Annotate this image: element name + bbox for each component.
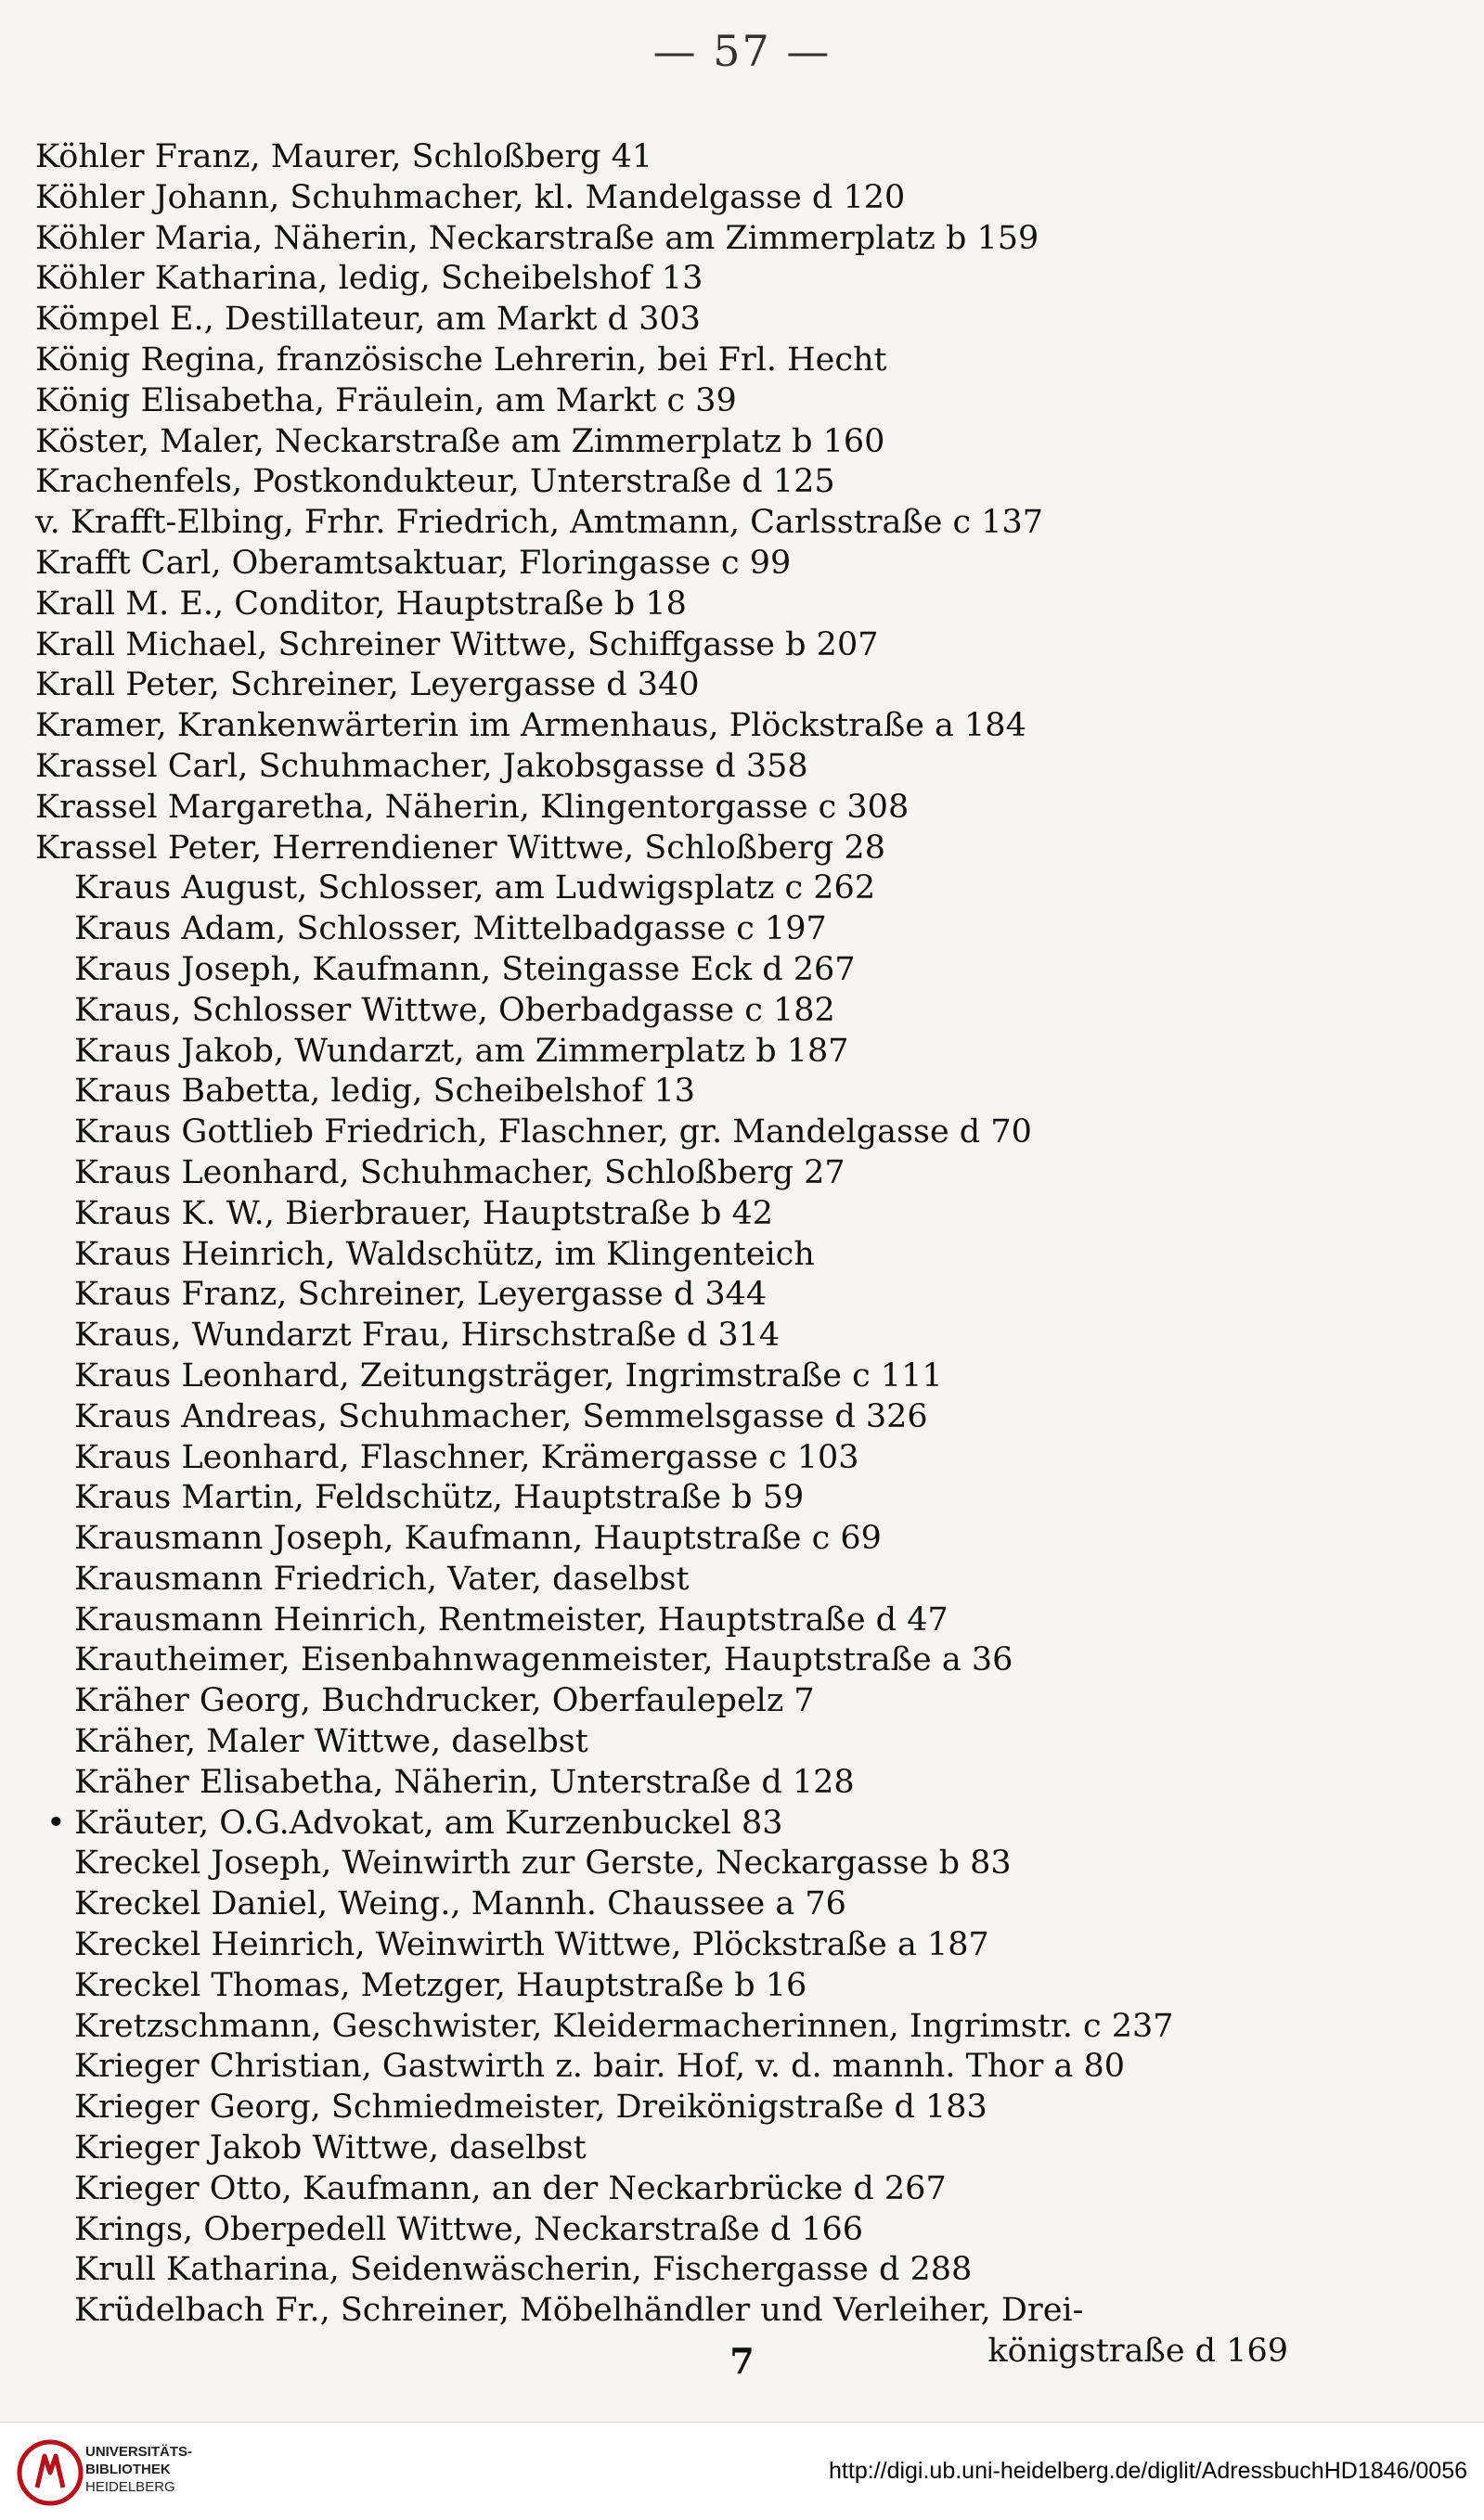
entry-text: Kraus Martin, Feldschütz, Hauptstraße b 59 (74, 1479, 805, 1517)
entry-text: Kraus Leonhard, Schuhmacher, Schloßberg 27 (74, 1153, 845, 1191)
entry-text: Kraus K. W., Bierbrauer, Hauptstraße b 42 (74, 1194, 774, 1232)
directory-entry (35, 503, 1446, 544)
directory-entry (35, 625, 1446, 666)
directory-entry (35, 137, 1446, 178)
directory-entry (35, 1640, 1446, 1681)
entry-text: Kräher, Maler Wittwe, daselbst (74, 1723, 588, 1761)
entry-text: Krull Katharina, Seidenwäscherin, Fischergasse d 288 (74, 2251, 973, 2289)
directory-entry (35, 1235, 1446, 1276)
directory-entry (35, 1478, 1446, 1519)
directory-entry (35, 2291, 1446, 2332)
entry-text: Krausmann Friedrich, Vater, daselbst (74, 1560, 690, 1598)
entry-text: Krings, Oberpedell Wittwe, Neckarstraße d 166 (74, 2210, 864, 2248)
entry-text: Kraus Babetta, ledig, Scheibelshof 13 (74, 1073, 696, 1111)
directory-entry (35, 1316, 1446, 1356)
entry-text: Kraus Andreas, Schuhmacher, Semmelsgasse d 326 (74, 1397, 928, 1435)
directory-entry (35, 178, 1446, 219)
directory-entry (35, 1722, 1446, 1763)
entry-text: Kräher Georg, Buchdrucker, Oberfaulepelz 7 (74, 1682, 815, 1720)
directory-entry (35, 909, 1446, 950)
directory-entry (35, 2128, 1446, 2169)
entry-text: Kraus August, Schlosser, am Ludwigsplatz c 262 (74, 869, 876, 907)
directory-entry (35, 868, 1446, 909)
entry-text: Krall Peter, Schreiner, Leyergasse d 340 (35, 666, 700, 704)
directory-entry (35, 665, 1446, 706)
entry-text: Kraus Gottlieb Friedrich, Flaschner, gr. Mandelgasse d 70 (74, 1113, 1032, 1151)
directory-entry (35, 1438, 1446, 1479)
directory-entry (35, 1763, 1446, 1804)
entry-text: v. Krafft-Elbing, Frhr. Friedrich, Amtmann, Carlsstraße c 137 (35, 504, 1044, 542)
directory-entry (35, 991, 1446, 1032)
entry-text: Kraus Franz, Schreiner, Leyergasse d 344 (74, 1276, 768, 1314)
directory-entry (35, 1032, 1446, 1073)
entry-text: Krautheimer, Eisenbahnwagenmeister, Hauptstraße a 36 (74, 1641, 1013, 1679)
entry-text: Kraus Heinrich, Waldschütz, im Klingenteich (74, 1235, 815, 1273)
entry-text: Krafft Carl, Oberamtsaktuar, Floringasse c 99 (35, 544, 792, 582)
directory-entry (35, 1275, 1446, 1316)
footer-bar (0, 2422, 1484, 2520)
entry-text: Krassel Peter, Herrendiener Wittwe, Schloßberg 28 (35, 829, 885, 867)
entry-text: Kreckel Thomas, Metzger, Hauptstraße b 16 (74, 1966, 807, 2004)
directory-entry (35, 1925, 1446, 1966)
source-url-link[interactable]: http://digi.ub.uni-heidelberg.de/diglit/AdressbuchHD1846/0056 (829, 2458, 1467, 2484)
directory-entry (35, 462, 1446, 503)
library-name-line3: HEIDELBERG (85, 2479, 175, 2495)
directory-entry (35, 2250, 1446, 2291)
entry-text: Köster, Maler, Neckarstraße am Zimmerplatz b 160 (35, 422, 885, 460)
directory-entry (35, 219, 1446, 260)
page-number: — 57 — (652, 26, 832, 76)
entry-text: Kömpel E., Destillateur, am Markt d 303 (35, 301, 701, 339)
entry-text: Kräuter, O.G.Advokat, am Kurzenbuckel 83 (74, 1804, 783, 1842)
entry-text: Köhler Johann, Schuhmacher, kl. Mandelgasse d 120 (35, 178, 906, 216)
directory-entry (35, 1560, 1446, 1601)
entry-text: König Regina, französische Lehrerin, bei Frl. Hecht (35, 341, 887, 379)
entry-text: König Elisabetha, Fräulein, am Markt c 39 (35, 381, 737, 419)
directory-entry (35, 1601, 1446, 1641)
directory-entry (35, 1844, 1446, 1884)
entry-text: Kraus Jakob, Wundarzt, am Zimmerplatz b 187 (74, 1032, 849, 1070)
entry-text: Krachenfels, Postkondukteur, Unterstraße d 125 (35, 463, 835, 501)
directory-entry (35, 1112, 1446, 1153)
directory-entry (35, 829, 1446, 869)
entry-text: Krieger Otto, Kaufmann, an der Neckarbrücke d 267 (74, 2169, 947, 2207)
directory-entry (35, 1397, 1446, 1438)
entry-text: Köhler Franz, Maurer, Schloßberg 41 (35, 138, 653, 175)
margin-marker: • (46, 1804, 66, 1842)
entry-text: Kraus, Schlosser Wittwe, Oberbadgasse c 182 (74, 991, 835, 1029)
entry-text: Köhler Katharina, ledig, Scheibelshof 13 (35, 260, 703, 298)
entry-text: Kraus Adam, Schlosser, Mittelbadgasse c 197 (74, 910, 827, 948)
university-seal-icon[interactable] (13, 2436, 87, 2510)
entry-text: Krassel Margaretha, Näherin, Klingentorgasse c 308 (35, 788, 910, 826)
directory-entry (35, 585, 1446, 625)
entry-text: Köhler Maria, Näherin, Neckarstraße am Zimmerplatz b 159 (35, 219, 1039, 257)
directory-entry (35, 2088, 1446, 2128)
directory-entry (35, 1356, 1446, 1397)
directory-entry (35, 706, 1446, 747)
directory-entry (35, 341, 1446, 381)
directory-entry (35, 1966, 1446, 2007)
directory-entry (35, 259, 1446, 300)
directory-entry (35, 1072, 1446, 1112)
entry-text: königstraße d 169 (987, 2333, 1288, 2371)
directory-entries (35, 137, 1446, 2372)
directory-entry (35, 747, 1446, 788)
entry-text: Kraus, Wundarzt Frau, Hirschstraße d 314 (74, 1317, 781, 1355)
directory-entry (35, 2210, 1446, 2251)
directory-entry (35, 544, 1446, 585)
library-name[interactable] (85, 2443, 192, 2496)
entry-text: Krüdelbach Fr., Schreiner, Möbelhändler und Verleiher, Drei- (74, 2292, 1084, 2330)
entry-text: Kretzschmann, Geschwister, Kleidermacherinnen, Ingrimstr. c 237 (74, 2007, 1174, 2045)
directory-entry (35, 1804, 1446, 1845)
signature-mark: 7 (729, 2340, 755, 2382)
entry-text: Kreckel Heinrich, Weinwirth Wittwe, Plöckstraße a 187 (74, 1926, 989, 1964)
directory-entry (35, 1194, 1446, 1235)
directory-entry (35, 2007, 1446, 2048)
directory-entry (35, 950, 1446, 991)
entry-text: Kreckel Joseph, Weinwirth zur Gerste, Neckargasse b 83 (74, 1845, 1012, 1883)
entry-text: Krieger Christian, Gastwirth z. bair. Hof, v. d. mannh. Thor a 80 (74, 2048, 1125, 2086)
directory-entry (35, 788, 1446, 829)
entry-text: Kramer, Krankenwärterin im Armenhaus, Plöckstraße a 184 (35, 707, 1026, 745)
entry-text: Krieger Jakob Wittwe, daselbst (74, 2129, 587, 2167)
directory-entry (35, 1519, 1446, 1560)
directory-entry (35, 422, 1446, 463)
directory-entry (35, 300, 1446, 341)
entry-text: Krausmann Joseph, Kaufmann, Hauptstraße c 69 (74, 1520, 882, 1558)
entry-text: Kraus Joseph, Kaufmann, Steingasse Eck d 267 (74, 950, 856, 988)
entry-text: Krassel Carl, Schuhmacher, Jakobsgasse d 358 (35, 747, 808, 785)
directory-entry (35, 381, 1446, 422)
directory-entry (35, 2047, 1446, 2088)
directory-entry (35, 2169, 1446, 2210)
entry-text: Krieger Georg, Schmiedmeister, Dreikönigstraße d 183 (74, 2089, 987, 2127)
entry-text: Kreckel Daniel, Weing., Mannh. Chaussee a 76 (74, 1885, 846, 1923)
entry-text: Krall M. E., Conditor, Hauptstraße b 18 (35, 585, 687, 623)
directory-entry (35, 1153, 1446, 1194)
library-name-line2: BIBLIOTHEK (85, 2462, 171, 2477)
entry-text: Krausmann Heinrich, Rentmeister, Hauptstraße d 47 (74, 1601, 948, 1639)
entry-text: Kräher Elisabetha, Näherin, Unterstraße d 128 (74, 1763, 855, 1801)
entry-text: Krall Michael, Schreiner Wittwe, Schiffgasse b 207 (35, 625, 879, 663)
directory-entry (35, 1681, 1446, 1722)
entry-text: Kraus Leonhard, Zeitungsträger, Ingrimstraße c 111 (74, 1356, 943, 1395)
library-name-line1: UNIVERSITÄTS- (85, 2444, 193, 2460)
entry-text: Kraus Leonhard, Flaschner, Krämergasse c 103 (74, 1438, 859, 1476)
directory-entry (35, 1884, 1446, 1925)
